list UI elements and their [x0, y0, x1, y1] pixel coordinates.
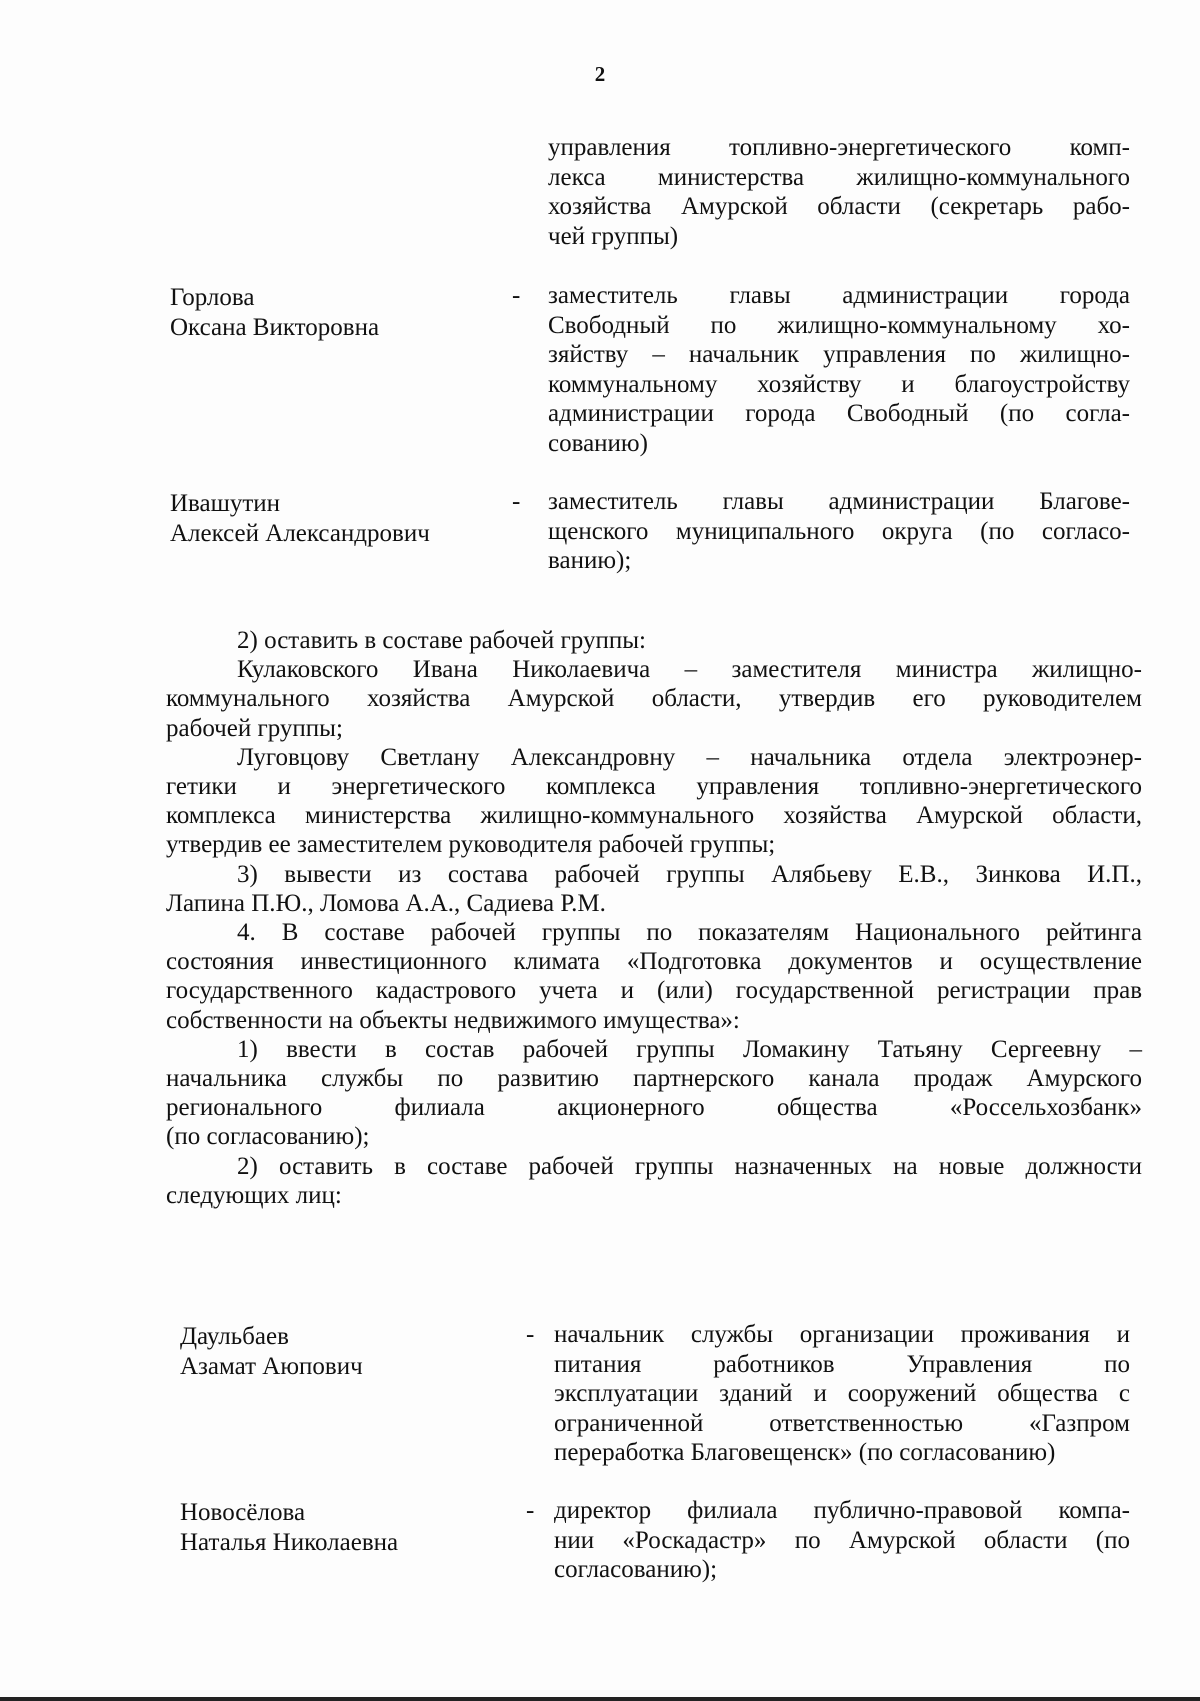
body-line: рабочей группы;	[166, 714, 343, 742]
description-line: ванию);	[548, 547, 632, 574]
description-line: переработка Благовещенск» (по согласованию)	[554, 1439, 1056, 1466]
body-line: государственного кадастрового учета и (или) государственной регистрации прав	[166, 977, 1142, 1005]
page-number: 2	[594, 62, 606, 86]
body-line: 2) оставить в составе рабочей группы:	[237, 627, 646, 654]
member-description	[548, 281, 1130, 458]
member-description	[554, 1496, 1130, 1585]
body-line: 2) оставить в составе рабочей группы назначенных на новые должности	[237, 1152, 1142, 1180]
member-given-names: Азамат Аюпович	[180, 1352, 363, 1380]
description-line: ограниченной ответственностью «Газпром	[554, 1409, 1130, 1437]
description-line: сованию)	[548, 429, 648, 457]
member-name	[180, 1322, 500, 1381]
description-line: чей группы)	[548, 222, 679, 250]
member-name	[180, 1498, 500, 1557]
description-line: администрации города Свободный (по согла-	[548, 400, 1130, 427]
member-dash: -	[512, 488, 521, 515]
description-line: коммунальному хозяйству и благоустройству	[548, 370, 1130, 398]
description-line: управления топливно-энергетического комп-	[548, 134, 1130, 161]
member-description	[548, 133, 1130, 251]
description-line: питания работников Управления по	[554, 1350, 1130, 1378]
member-name	[170, 489, 490, 548]
body-line: (по согласованию);	[166, 1123, 370, 1151]
body-line: собственности на объекты недвижимого имущества»:	[166, 1006, 740, 1034]
description-line: эксплуатации зданий и сооружений общества с	[554, 1380, 1130, 1407]
body-line: начальника службы по развитию партнерского канала продаж Амурского	[166, 1065, 1142, 1093]
description-line: лекса министерства жилищно-коммунального	[548, 163, 1130, 191]
body-line: гетики и энергетического комплекса управления топливно-энергетического	[166, 773, 1142, 801]
body-line: комплекса министерства жилищно-коммунального хозяйства Амурской области,	[166, 802, 1142, 830]
member-surname: Даульбаев	[180, 1323, 289, 1350]
member-surname: Новосёлова	[180, 1499, 306, 1526]
member-dash: -	[512, 282, 521, 309]
description-line: Свободный по жилищно-коммунальному хо-	[548, 311, 1130, 339]
member-surname: Горлова	[170, 284, 255, 311]
member-dash: -	[526, 1497, 535, 1524]
body-line: Лапина П.Ю., Ломова А.А., Садиева Р.М.	[166, 889, 606, 917]
body-line: состояния инвестиционного климата «Подготовка документов и осуществление	[166, 948, 1142, 976]
member-dash: -	[526, 1321, 535, 1348]
body-line: Луговцову Светлану Александровну – начальника отдела электроэнер-	[237, 743, 1142, 771]
scan-edge	[0, 1697, 1200, 1701]
description-line: начальник службы организации проживания и	[554, 1321, 1130, 1348]
body-line: коммунального хозяйства Амурской области, утвердив его руководителем	[166, 685, 1142, 713]
body-line: следующих лиц:	[166, 1181, 342, 1209]
body-line: 1) ввести в состав рабочей группы Ломакину Татьяну Сергеевну –	[237, 1035, 1142, 1063]
description-line: щенского муниципального округа (по согласо-	[548, 517, 1130, 545]
description-line: хозяйства Амурской области (секретарь рабо-	[548, 193, 1130, 220]
member-given-names: Оксана Викторовна	[170, 313, 380, 341]
description-line: заместитель главы администрации города	[548, 282, 1130, 309]
body-text	[166, 626, 1142, 1210]
description-line: заместитель главы администрации Благове-	[548, 488, 1130, 515]
description-line: согласованию);	[554, 1556, 718, 1583]
member-name	[170, 283, 490, 342]
member-surname: Ивашутин	[170, 490, 281, 517]
member-given-names: Алексей Александрович	[170, 519, 430, 547]
description-line: зяйству – начальник управления по жилищно-	[548, 341, 1130, 368]
description-line: нии «Роскадастр» по Амурской области (по	[554, 1526, 1130, 1554]
body-line: 4. В составе рабочей группы по показателям Национального рейтинга	[237, 919, 1142, 947]
member-given-names: Наталья Николаевна	[180, 1528, 399, 1556]
member-description	[548, 487, 1130, 576]
body-line: 3) вывести из состава рабочей группы Алябьеву Е.В., Зинкова И.П.,	[237, 860, 1142, 888]
description-line: директор филиала публично-правовой компа-	[554, 1497, 1130, 1524]
body-line: Кулаковского Ивана Николаевича – заместителя министра жилищно-	[237, 656, 1142, 684]
body-line: утвердив ее заместителем руководителя рабочей группы;	[166, 831, 776, 859]
body-line: регионального филиала акционерного общества «Россельхозбанк»	[166, 1094, 1142, 1122]
member-description	[554, 1320, 1130, 1468]
